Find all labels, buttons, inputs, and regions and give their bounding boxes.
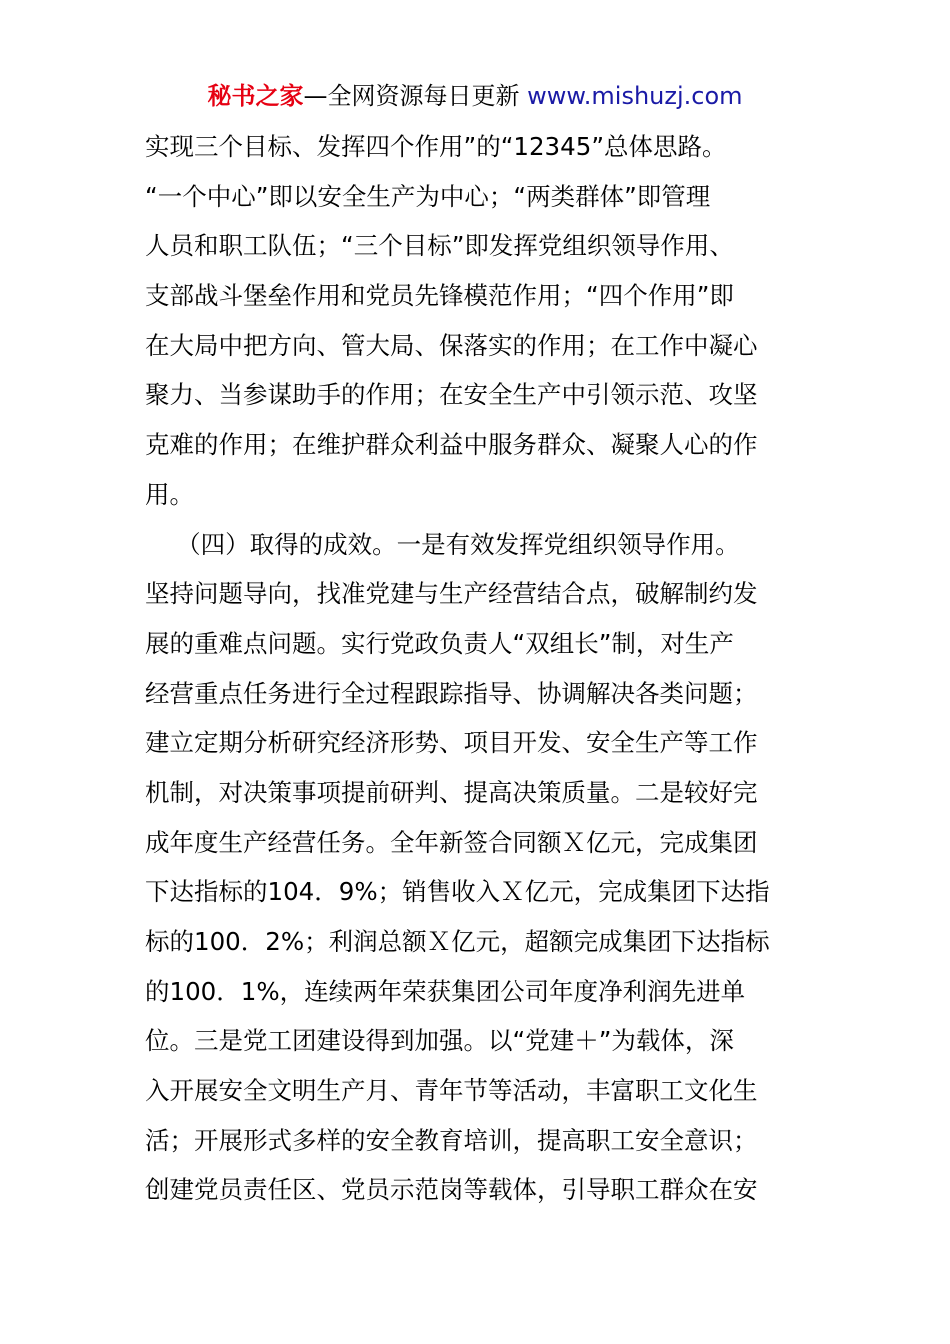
text-line: 在大局中把方向、管大局、保落实的作用；在工作中凝心 — [145, 330, 758, 360]
text-line: 位。三是党工团建设得到加强。以“党建＋”为载体，深 — [145, 1026, 734, 1056]
text-line: 支部战斗堡垒作用和党员先锋模范作用；“四个作用”即 — [145, 281, 734, 311]
text-line: 展的重难点问题。实行党政负责人“双组长”制，对生产 — [145, 628, 734, 658]
text-line: 坚持问题导向，找准党建与生产经营结合点，破解制约发 — [145, 579, 758, 609]
text-line: 人员和职工队伍；“三个目标”即发挥党组织领导作用、 — [145, 231, 734, 261]
text-line: 聚力、当参谋助手的作用；在安全生产中引领示范、攻坚 — [145, 380, 758, 410]
text-line: 实现三个目标、发挥四个作用”的“12345”总体思路。 — [145, 132, 727, 161]
text-line: 创建党员责任区、党员示范岗等载体，引导职工群众在安 — [145, 1175, 758, 1205]
text-line: 成年度生产经营任务。全年新签合同额Ｘ亿元，完成集团 — [145, 827, 758, 857]
text-line: 活；开展形式多样的安全教育培训，提高职工安全意识； — [145, 1125, 758, 1155]
text-line: 标的100．2%；利润总额Ｘ亿元，超额完成集团下达指标 — [145, 927, 770, 956]
text-line: 建立定期分析研究经济形势、项目开发、安全生产等工作 — [145, 728, 758, 758]
text-line: 用。 — [145, 479, 194, 509]
text-line: 入开展安全文明生产月、青年节等活动，丰富职工文化生 — [145, 1076, 758, 1106]
text-line: 克难的作用；在维护群众利益中服务群众、凝聚人心的作 — [145, 430, 758, 460]
text-line: 下达指标的104．9%；销售收入Ｘ亿元，完成集团下达指 — [145, 877, 770, 907]
site-tagline: —全网资源每日更新 — [303, 82, 528, 110]
text-line: 机制，对决策事项提前研判、提高决策质量。二是较好完 — [145, 777, 758, 807]
text-line: （四）取得的成效。一是有效发挥党组织领导作用。 — [145, 529, 740, 559]
site-url-link[interactable]: www.mishuzj.com — [527, 82, 743, 110]
text-line: 的100．1%，连续两年荣获集团公司年度净利润先进单 — [145, 976, 746, 1006]
site-header — [0, 80, 950, 112]
document-body — [145, 122, 810, 1215]
text-line: “一个中心”即以安全生产为中心；“两类群体”即管理 — [145, 181, 711, 211]
text-line: 经营重点任务进行全过程跟踪指导、协调解决各类问题； — [145, 678, 758, 708]
site-brand: 秘书之家 — [207, 82, 304, 110]
